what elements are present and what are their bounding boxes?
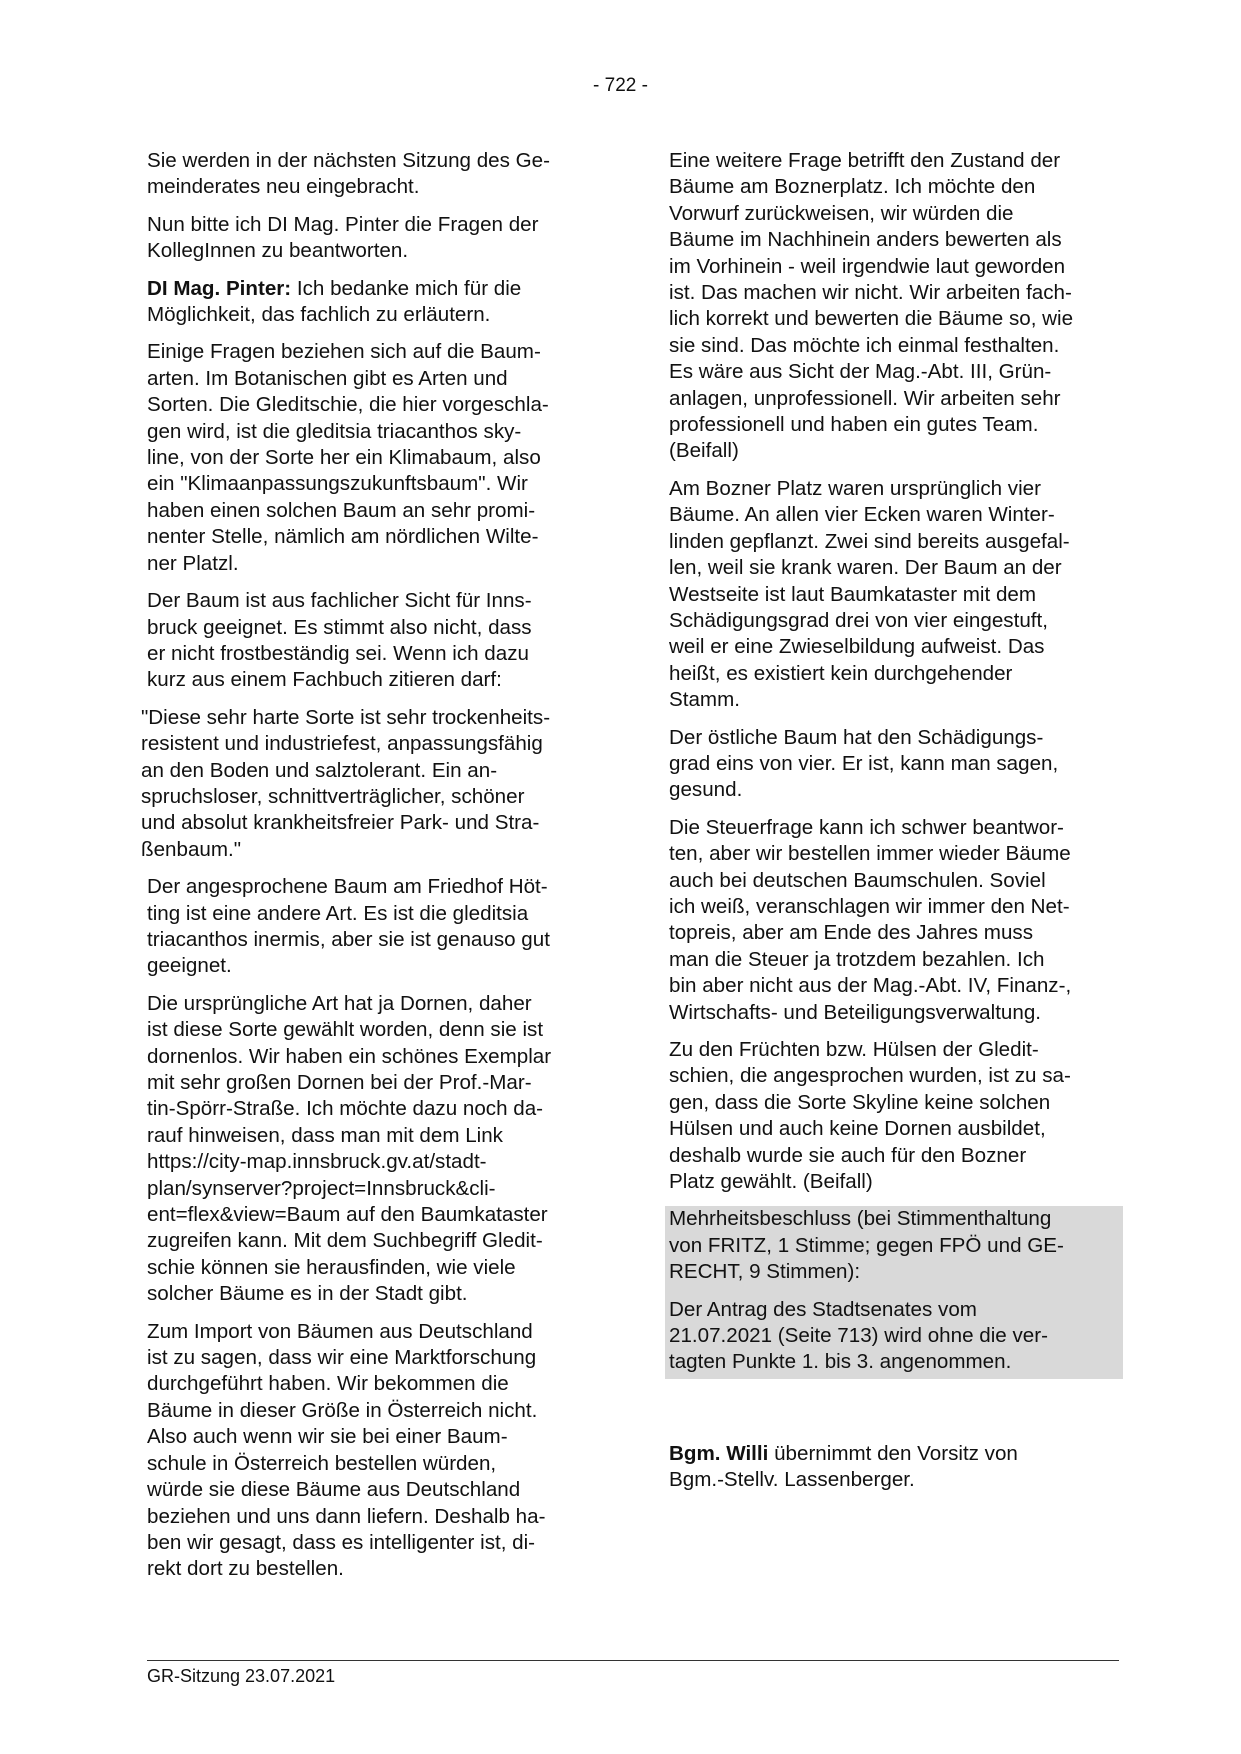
paragraph: Am Bozner Platz waren ursprünglich vier Bäume. An allen vier Ecken waren Winter- linden gepflanzt. Zwei sind bereits ausgefal- len, weil sie krank waren. Der Baum an der Westseite ist laut Baumkataster mit dem Schädigungsgrad drei von vier eingestuft, weil er eine Zwieselbildung aufweist. Das heißt, es existiert kein durchgehender Stamm. (669, 476, 1070, 712)
paragraph: Der Baum ist aus fachlicher Sicht für Inns- bruck geeignet. Es stimmt also nicht, dass er nicht frostbeständig sei. Wenn ich dazu kurz aus einem Fachbuch zitieren darf: (147, 589, 532, 692)
resolution-box (665, 1206, 1123, 1378)
paragraph: Zu den Früchten bzw. Hülsen der Gledit- schien, die angesprochen wurden, ist zu sa- gen, dass die Sorte Skyline keine solchen Hülsen und auch keine Dornen ausbildet, deshalb wurde sie auch für den Bozner Platz gewählt. (Beifall) (669, 1038, 1071, 1194)
footer-divider (147, 1660, 1119, 1661)
paragraph: Sie werden in der nächsten Sitzung des Ge- meinderates neu eingebracht. (147, 149, 550, 199)
speaker-text: übernimmt den Vorsitz von Bgm.-Stellv. Lassenberger. (669, 1441, 1018, 1492)
paragraph: Einige Fragen beziehen sich auf die Baum- arten. Im Botanischen gibt es Arten und Sorten. Die Gleditschie, die hier vorgeschla- gen wird, ist die gleditsia triacanthos sky- line, von der Sorte her ein Klimabaum, also ein "Klimaanpassungszukunftsbaum". Wir haben einen solchen Baum an sehr promi- nenter Stelle, nämlich am nördlichen Wilte- ner Platzl. (147, 340, 549, 575)
paragraph: Die ursprüngliche Art hat ja Dornen, daher ist diese Sorte gewählt worden, denn sie ist dornenlos. Wir haben ein schönes Exemplar mit sehr großen Dornen bei der Prof.-Mar- tin-Spörr-Straße. Ich möchte dazu noch da- rauf hinweisen, dass man mit dem Link https://city-map.innsbruck.gv.at/stadt- plan/synserver?project=Innsbruck&cli- ent=flex&view=Baum auf den Baumkataster zugreifen kann. Mit dem Suchbegriff Gledit- schie können sie herausfinden, wie viele solcher Bäume es in der Stadt gibt. (147, 991, 552, 1306)
paragraph: Nun bitte ich DI Mag. Pinter die Fragen der KollegInnen zu beantworten. (147, 212, 539, 263)
chair-change-paragraph (669, 1441, 1119, 1494)
resolution-text: Der Antrag des Stadtsenates vom 21.07.2021 (Seite 713) wird ohne die ver- tagten Punkte 1. bis 3. angenommen. (669, 1297, 1048, 1374)
paragraph: Zum Import von Bäumen aus Deutschland ist zu sagen, dass wir eine Marktforschung durchgeführt haben. Wir bekommen die Bäume in dieser Größe in Österreich nicht. Also auch wenn wir sie bei einer Baum- schule in Österreich bestellen würden, würde sie diese Bäume aus Deutschland beziehen und uns dann liefern. Deshalb ha- ben wir gesagt, dass es intelligenter ist, di- rekt dort zu bestellen. (147, 1319, 546, 1581)
speaker-text: Ich bedanke mich für die Möglichkeit, das fachlich zu erläutern. (147, 276, 522, 327)
page-number: - 722 - (593, 75, 648, 96)
speaker-name: DI Mag. Pinter: (147, 276, 292, 300)
paragraph: Eine weitere Frage betrifft den Zustand der Bäume am Boznerplatz. Ich möchte den Vorwurf zurückweisen, wir würden die Bäume im Nachhinein anders bewerten als im Vorhinein - weil irgendwie laut geworden ist. Das machen wir nicht. Wir arbeiten fach- lich korrekt und bewerten die Bäume so, wie sie sind. Das möchte ich einmal festhalten. Es wäre aus Sicht der Mag.-Abt. III, Grün- anlagen, unprofessionell. Wir arbeiten sehr professionell und haben ein gutes Team. (Beifall) (669, 149, 1074, 463)
paragraph: Die Steuerfrage kann ich schwer beantwor- ten, aber wir bestellen immer wieder Bäume auch bei deutschen Baumschulen. Soviel ich weiß, veranschlagen wir immer den Net- topreis, aber am Ende des Jahres muss man die Steuer ja trotzdem bezahlen. Ich bin aber nicht aus der Mag.-Abt. IV, Finanz-, Wirtschafts- und Beteiligungsverwaltung. (669, 815, 1072, 1024)
speaker-paragraph (147, 276, 595, 329)
speaker-name: Bgm. Willi (669, 1441, 769, 1465)
resolution-vote: Mehrheitsbeschluss (bei Stimmenthaltung von FRITZ, 1 Stimme; gegen FPÖ und GE- RECHT, 9 Stimmen): (669, 1207, 1064, 1284)
left-column (141, 148, 595, 1594)
quote-paragraph: "Diese sehr harte Sorte ist sehr trockenheits- resistent und industriefest, anpassungsfähig an den Boden und salztolerant. Ein an- spruchsloser, schnittverträglicher, schöner und absolut krankheitsfreier Park- und Stra- ßenbaum." (141, 705, 551, 861)
paragraph: Der angesprochene Baum am Friedhof Höt- ting ist eine andere Art. Es ist die gleditsia triacanthos inermis, aber sie ist genauso gut geeignet. (147, 875, 550, 978)
paragraph: Der östliche Baum hat den Schädigungs- grad eins von vier. Er ist, kann man sagen, gesund. (669, 725, 1059, 802)
footer-text: GR-Sitzung 23.07.2021 (147, 1666, 336, 1686)
right-column (669, 148, 1119, 1505)
